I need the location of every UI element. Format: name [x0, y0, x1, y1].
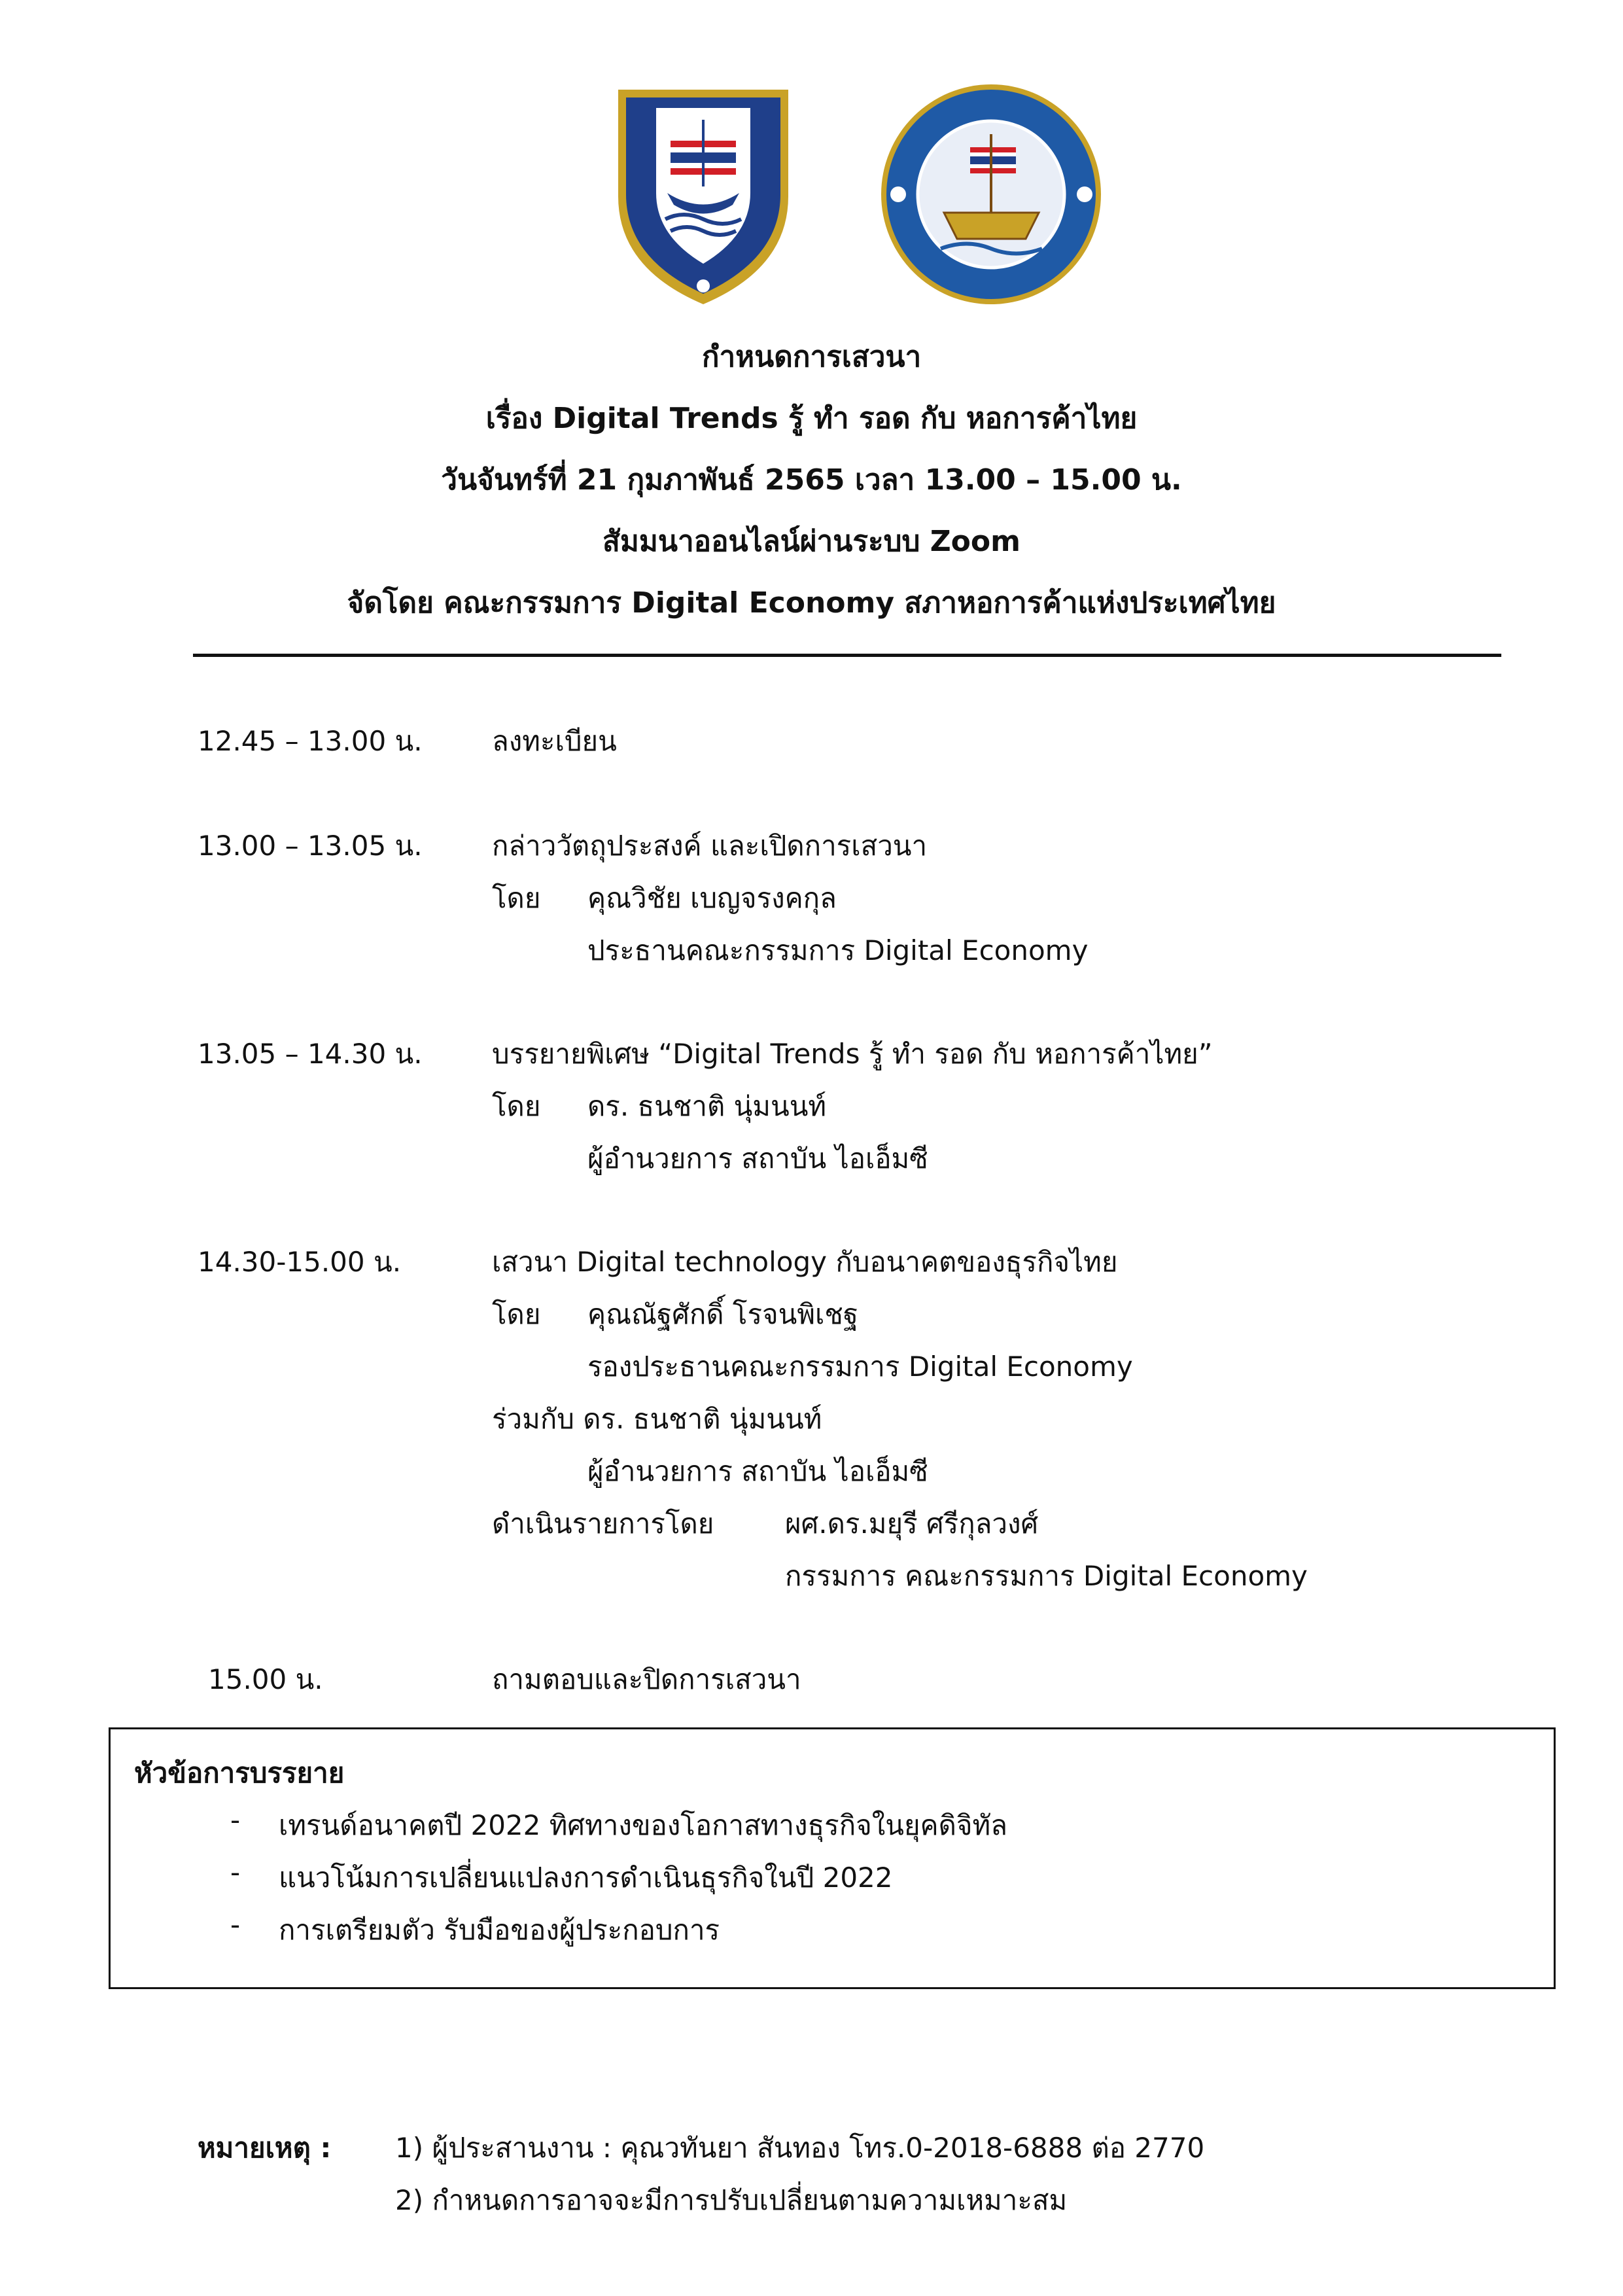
agenda-speaker-role: รองประธานคณะกรรมการ Digital Economy [587, 1351, 1133, 1383]
event-date-time: วันจันทร์ที่ 21 กุมภาพันธ์ 2565 เวลา 13.00 – 15.00 น. [441, 463, 1182, 497]
event-venue: สัมมนาออนไลน์ผ่านระบบ Zoom [602, 525, 1021, 558]
agenda-speaker-role: ผู้อำนวยการ สถาบัน ไอเอ็มซี [587, 1455, 928, 1487]
agenda-time-registration: 12.45 – 13.00 น. [198, 725, 423, 757]
page-title: กำหนดการเสวนา [701, 340, 922, 374]
bullet-dash: - [230, 1804, 241, 1836]
agenda-speaker: ดร. ธนชาติ นุ่มนนท์ [587, 1090, 827, 1122]
agenda-moderator-label: ดำเนินรายการโดย [492, 1508, 714, 1540]
agenda-by-label: โดย [492, 1298, 541, 1330]
lecture-topics-heading: หัวข้อการบรรยาย [134, 1757, 345, 1789]
agenda-moderator-role: กรรมการ คณะกรรมการ Digital Economy [785, 1560, 1308, 1592]
agenda-by-label: โดย [492, 1090, 541, 1122]
topic-item: การเตรียมตัว รับมือของผู้ประกอบการ [279, 1914, 720, 1946]
agenda-time-opening: 13.00 – 13.05 น. [198, 830, 423, 862]
agenda-title-panel: เสวนา Digital technology กับอนาคตของธุรกิจไทย [492, 1246, 1118, 1278]
bullet-dash: - [230, 1856, 241, 1888]
thai-chamber-of-commerce-logo [605, 82, 801, 308]
topic-item: แนวโน้มการเปลี่ยนแปลงการดำเนินธุรกิจในปี 2022 [279, 1862, 893, 1894]
note-coordinator: 1) ผู้ประสานงาน : คุณวทันยา สันทอง โทร.0-2018-6888 ต่อ 2770 [395, 2132, 1205, 2164]
agenda-title-opening: กล่าววัตถุประสงค์ และเปิดการเสวนา [492, 830, 928, 862]
board-of-trade-of-thailand-logo [879, 82, 1104, 308]
agenda-speaker: คุณวิชัย เบญจรงคกุล [587, 882, 837, 914]
lecture-topics-box [109, 1727, 1556, 1989]
agenda-moderator: ผศ.ดร.มยุรี ศรีกุลวงศ์ [785, 1508, 1039, 1540]
agenda-co-speaker: ร่วมกับ ดร. ธนชาติ นุ่มนนท์ [492, 1403, 822, 1435]
agenda-speaker-role: ประธานคณะกรรมการ Digital Economy [587, 934, 1089, 966]
agenda-speaker: คุณณัฐศักดิ์ โรจนพิเชฐ [587, 1298, 859, 1330]
notes-label: หมายเหตุ : [198, 2132, 332, 2164]
header-divider [193, 654, 1501, 657]
bullet-dash: - [230, 1909, 241, 1941]
agenda-title-registration: ลงทะเบียน [492, 725, 617, 757]
event-organizer: จัดโดย คณะกรรมการ Digital Economy สภาหอการค้าแห่งประเทศไทย [347, 586, 1276, 620]
agenda-time-closing: 15.00 น. [208, 1663, 323, 1695]
agenda-time-panel: 14.30-15.00 น. [198, 1246, 402, 1278]
agenda-title-keynote: บรรยายพิเศษ “Digital Trends รู้ ทำ รอด กับ หอการค้าไทย” [492, 1038, 1213, 1070]
topic-item: เทรนด์อนาคตปี 2022 ทิศทางของโอกาสทางธุรกิจในยุคดิจิทัล [279, 1809, 1007, 1841]
agenda-speaker-role: ผู้อำนวยการ สถาบัน ไอเอ็มซี [587, 1142, 928, 1174]
agenda-by-label: โดย [492, 882, 541, 914]
event-subject: เรื่อง Digital Trends รู้ ทำ รอด กับ หอการค้าไทย [485, 402, 1138, 435]
agenda-time-keynote: 13.05 – 14.30 น. [198, 1038, 423, 1070]
note-schedule-change: 2) กำหนดการอาจจะมีการปรับเปลี่ยนตามความเหมาะสม [395, 2184, 1068, 2216]
agenda-title-closing: ถามตอบและปิดการเสวนา [492, 1663, 801, 1695]
